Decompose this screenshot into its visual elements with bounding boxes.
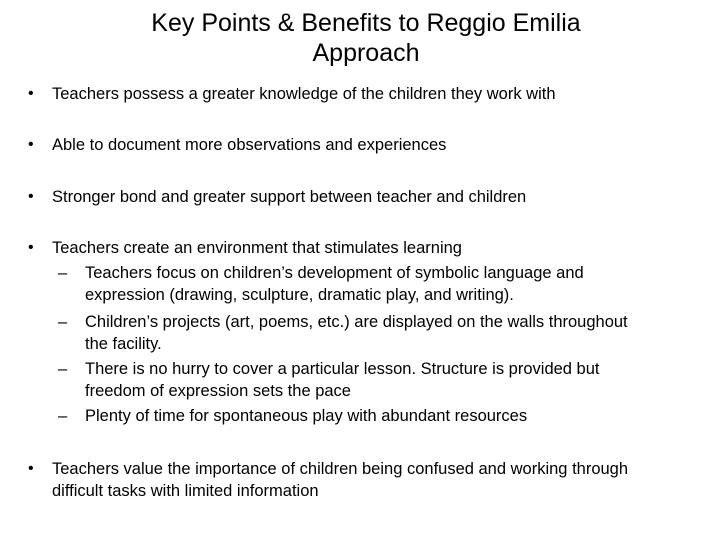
bullet-icon: • — [28, 239, 34, 256]
bullet-line: difficult tasks with limited information — [52, 482, 319, 500]
bullet-icon: • — [28, 460, 34, 477]
bullet-icon: • — [28, 188, 34, 205]
bullet-icon: • — [28, 136, 34, 153]
sub-bullet-text — [85, 405, 527, 427]
dash-icon: – — [58, 360, 68, 378]
sub-bullet-text — [85, 262, 584, 306]
bullet-line: Teachers value the importance of children being confused and working through — [52, 460, 629, 478]
sub-bullet-line: the facility. — [85, 335, 162, 353]
sub-bullet-line: Children’s projects (art, poems, etc.) are displayed on the walls throughout — [85, 313, 628, 331]
dash-icon: – — [58, 407, 68, 425]
bullet-text: Teachers possess a greater knowledge of the children they work with — [52, 85, 556, 103]
sub-bullet-line: freedom of expression sets the pace — [85, 382, 351, 400]
bullet-text: Stronger bond and greater support between teacher and children — [52, 188, 527, 206]
dash-icon: – — [58, 264, 68, 282]
sub-bullet-line: There is no hurry to cover a particular lesson. Structure is provided but — [85, 360, 600, 378]
sub-bullet-line: Teachers focus on children’s development of symbolic language and — [85, 264, 584, 282]
slide-title-line-1: Key Points & Benefits to Reggio Emilia — [151, 9, 581, 37]
sub-bullet-line: expression (drawing, sculpture, dramatic play, and writing). — [85, 286, 514, 304]
sub-bullet-line: Plenty of time for spontaneous play with abundant resources — [85, 407, 528, 425]
dash-icon: – — [58, 313, 68, 331]
bullet-text: Able to document more observations and experiences — [52, 136, 447, 154]
sub-bullet-text — [85, 358, 600, 402]
sub-bullet-text — [85, 311, 628, 355]
bullet-text — [52, 458, 692, 502]
bullet-icon: • — [28, 85, 34, 102]
slide-title-line-2: Approach — [312, 39, 420, 67]
slide-title — [60, 8, 672, 68]
bullet-text: Teachers create an environment that stimulates learning — [52, 239, 462, 257]
